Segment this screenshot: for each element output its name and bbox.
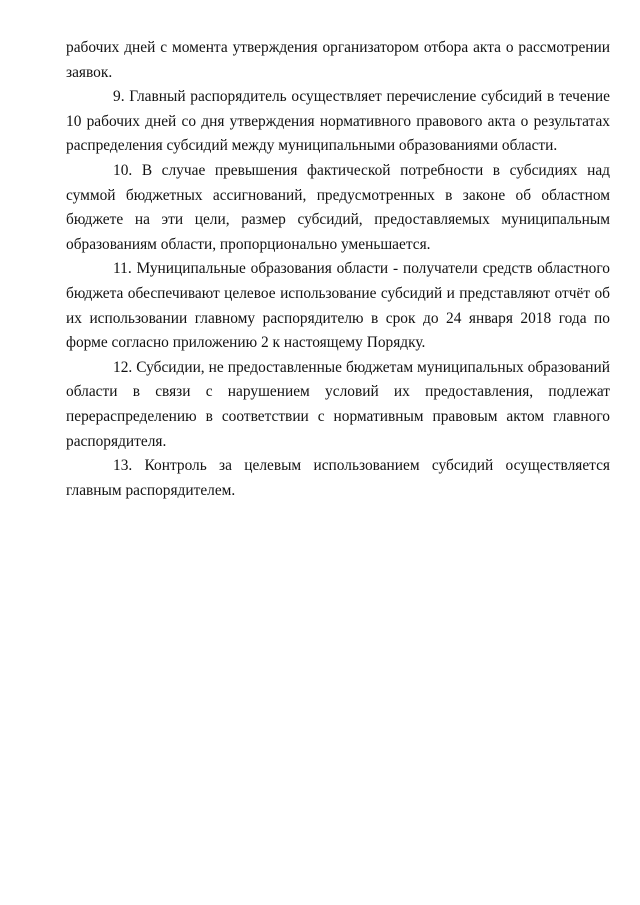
paragraph-continuation: рабочих дней с момента утверждения организатором отбора акта о рассмотрении заявок. xyxy=(66,39,610,81)
paragraph-item-9: 9. Главный распорядитель осуществляет перечисление субсидий в течение 10 рабочих дней со дня утверждения нормативного правового акта о результатах распределения субсидий между муниципальными образованиями области. xyxy=(66,88,610,155)
document-body xyxy=(66,36,610,503)
paragraph-item-13: 13. Контроль за целевым использованием субсидий осуществляется главным распорядителем. xyxy=(66,457,610,499)
paragraph-item-10: 10. В случае превышения фактической потребности в субсидиях над суммой бюджетных ассигнований, предусмотренных в законе об областном бюджете на эти цели, размер субсидий, предоставляемых муниципальным образованиям области, пропорционально уменьшается. xyxy=(66,161,610,253)
paragraph-item-12: 12. Субсидии, не предоставленные бюджетам муниципальных образований области в связи с нарушением условий их предоставления, подлежат перераспределению в соответствии с нормативным правовым актом главного распорядителя. xyxy=(66,358,610,450)
paragraph-item-11: 11. Муниципальные образования области - получатели средств областного бюджета обеспечивают целевое использование субсидий и представляют отчёт об их использовании главному распорядителю в срок до 24 января 2018 года по форме согласно приложению 2 к настоящему Порядку. xyxy=(66,260,610,352)
